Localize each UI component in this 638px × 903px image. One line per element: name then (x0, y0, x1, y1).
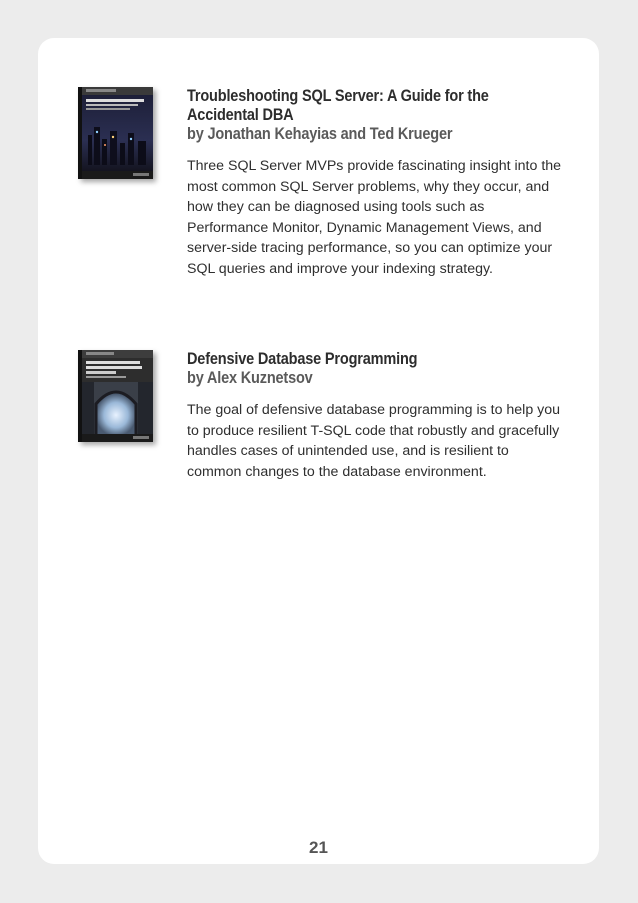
book-cover-troubleshooting-icon (78, 87, 153, 179)
book-text (187, 350, 579, 482)
book-title[interactable]: Defensive Database Programming (187, 350, 418, 368)
page-number: 21 (309, 838, 328, 857)
book-author: by Alex Kuznetsov (187, 369, 313, 387)
book-text (187, 87, 579, 279)
book-description: Three SQL Server MVPs provide fascinating insight into the most common SQL Server problems, why they occur, and how they can be diagnosed using tools such as Performance Monitor, Dynamic Management Views, and server-side tracing performance, so you can optimize your SQL queries and improve your indexing strategy. (187, 158, 562, 277)
book-description: The goal of defensive database programming is to help you to produce resilient T-SQL code that robustly and gracefully handles cases of unintended use, and is resilient to common changes to the database environment. (187, 402, 561, 480)
book-title-line: Troubleshooting SQL Server: A Guide for the (187, 87, 489, 105)
book-author: by Jonathan Kehayias and Ted Krueger (187, 125, 453, 143)
page-card (38, 38, 599, 864)
book-cover-defensive-icon (78, 350, 153, 442)
book-title[interactable] (187, 87, 565, 125)
book-title-line: Accidental DBA (187, 106, 294, 124)
